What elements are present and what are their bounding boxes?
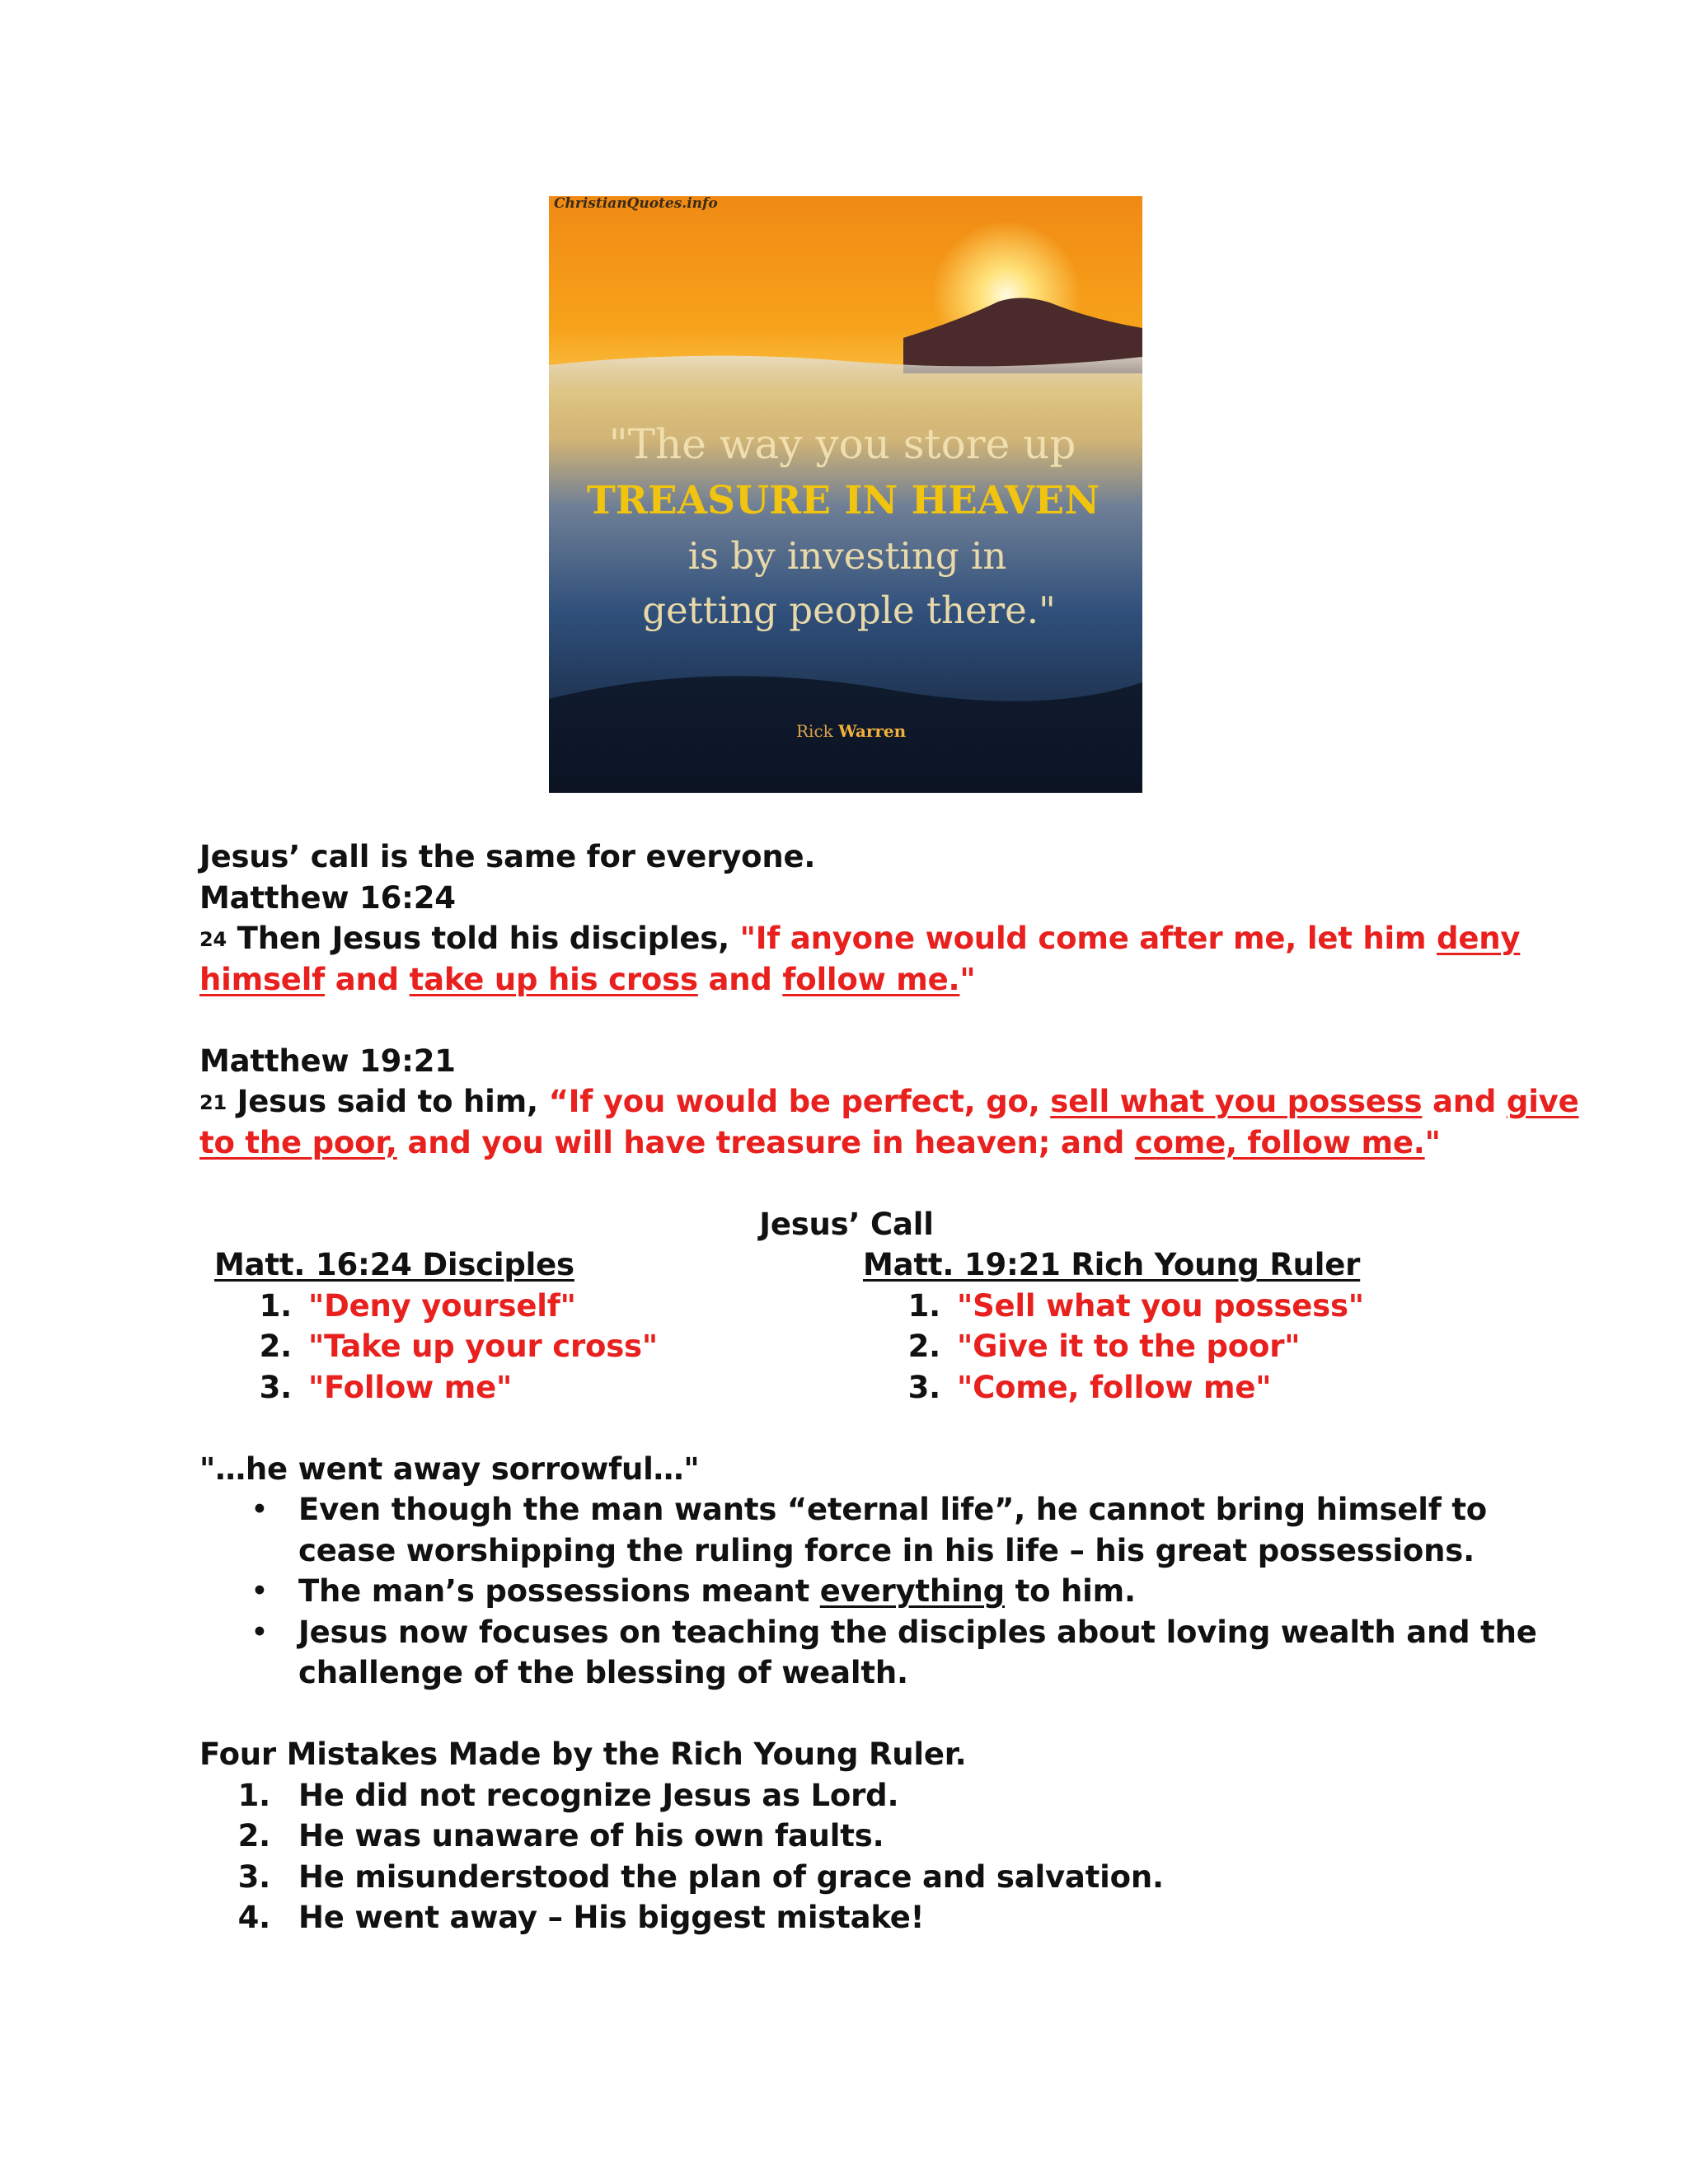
- poster-author-last: Warren: [838, 721, 907, 741]
- bullet-item: • Even though the man wants “eternal life”, he cannot bring himself to cease worshipping the ruling force in his life – his great possessions.: [199, 1489, 1502, 1571]
- verse-16-24-line2: himself and take up his cross and follow me.": [199, 961, 976, 997]
- list-item: 2. "Give it to the poor": [907, 1329, 1301, 1364]
- mistakes-heading: Four Mistakes Made by the Rich Young Ruler.: [199, 1736, 967, 1772]
- intro-heading: Jesus’ call is the same for everyone.: [199, 839, 816, 874]
- poster-source-label: ChristianQuotes.info: [554, 196, 718, 212]
- bullet-item: • Jesus now focuses on teaching the disciples about loving wealth and the challenge of the blessing of wealth.: [199, 1612, 1502, 1694]
- list-item: 4. He went away – His biggest mistake!: [237, 1900, 925, 1935]
- poster-quote-line4: getting people there.": [642, 588, 1056, 632]
- document-body: [199, 837, 1579, 1938]
- list-item: 2. "Take up your cross": [259, 1329, 658, 1364]
- list-item: 1. "Deny yourself": [259, 1287, 576, 1324]
- comparison-title: Jesus’ Call: [759, 1206, 934, 1242]
- poster-quote-line2: TREASURE IN HEAVEN: [586, 478, 1100, 523]
- bullet-icon: •: [251, 1614, 269, 1650]
- list-item: 3. "Follow me": [259, 1369, 513, 1405]
- list-item: 1. "Sell what you possess": [907, 1287, 1364, 1324]
- verse-number: 24: [199, 928, 227, 951]
- quote-poster: [549, 196, 1142, 793]
- list-item: 1. He did not recognize Jesus as Lord.: [237, 1777, 899, 1813]
- verse-number: 21: [199, 1091, 227, 1114]
- list-item: 2. He was unaware of his own faults.: [237, 1818, 884, 1854]
- verse-19-21-line1: $^{21}$ Jesus said to him, “If you would be perfect, go, sell what you possess and give: [199, 1084, 1579, 1119]
- verse-19-21-line2: to the poor, and you will have treasure in heaven; and come, follow me.": [199, 1124, 1441, 1160]
- poster-quote-line1: "The way you store up: [608, 420, 1076, 468]
- bullet-icon: •: [251, 1573, 269, 1609]
- scripture-ref-matthew-16-24: Matthew 16:24: [199, 879, 456, 916]
- comparison-left-column: [214, 1244, 658, 1408]
- poster-author-first: Rick: [796, 721, 833, 741]
- poster-quote-line3: is by investing in: [687, 534, 1007, 578]
- sorrowful-heading: "…he went away sorrowful…": [199, 1451, 700, 1487]
- right-column-header: Matt. 19:21 Rich Young Ruler: [863, 1247, 1361, 1282]
- bullet-icon: •: [251, 1492, 269, 1527]
- verse-16-24-line1: $^{24}$ Then Jesus told his disciples, "If anyone would come after me, let him deny: [199, 921, 1521, 956]
- comparison-columns: [199, 1244, 1502, 1408]
- list-item: 3. "Come, follow me": [907, 1369, 1272, 1405]
- list-item: 3. He misunderstood the plan of grace and salvation.: [237, 1858, 1164, 1895]
- svg-text:Rick Warren: [796, 721, 907, 741]
- scripture-ref-matthew-19-21: Matthew 19:21: [199, 1043, 456, 1079]
- bullet-item: • The man’s possessions meant everything to him.: [199, 1571, 1502, 1612]
- comparison-right-column: [863, 1244, 1364, 1408]
- left-column-header: Matt. 16:24 Disciples: [214, 1247, 574, 1282]
